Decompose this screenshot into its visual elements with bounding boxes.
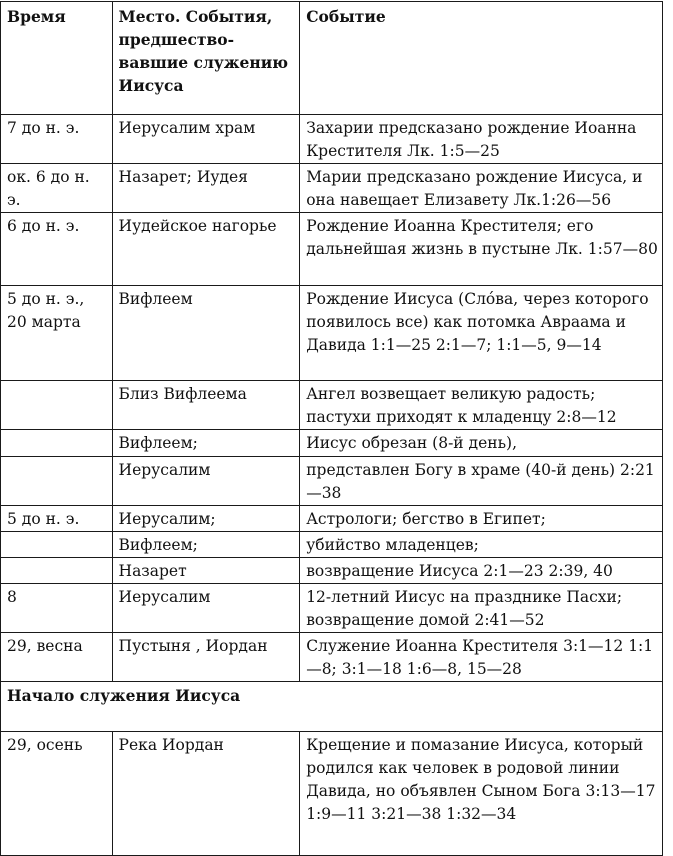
header-time: Время (1, 2, 113, 115)
event-cell: Рождение Иоанна Крестителя; его дальнейшая жизнь в пустыне Лк. 1:57—80 (300, 213, 663, 286)
place-cell: Река Иордан (112, 732, 300, 856)
table-row (1, 633, 663, 682)
time-cell: 29, весна (1, 633, 113, 682)
event-cell: Рождение Иисуса (Сло́ва, через которого появилось все) как потомка Авраама и Давида 1:1—25 2:1—7; 1:1—5, 9—14 (300, 286, 663, 381)
event-cell: Астрологи; бегство в Египет; (300, 506, 663, 532)
place-cell: Пустыня , Иордан (112, 633, 300, 682)
table-row (1, 286, 663, 381)
place-cell: Вифлеем (112, 286, 300, 381)
place-cell: Иерусалим (112, 584, 300, 633)
time-cell (1, 532, 113, 558)
header-row (1, 2, 663, 115)
place-cell: Иерусалим (112, 457, 300, 506)
table-row (1, 532, 663, 558)
chronology-table (0, 1, 663, 856)
event-cell: Служение Иоанна Крестителя 3:1—12 1:1—8; 3:1—18 1:6—8, 15—28 (300, 633, 663, 682)
event-cell: Крещение и помазание Иисуса, который родился как человек в родовой линии Давида, но объявлен Сыном Бога 3:13—17 1:9—11 3:21—38 1:32—34 (300, 732, 663, 856)
table-row (1, 558, 663, 584)
time-cell: ок. 6 до н. э. (1, 164, 113, 213)
event-cell: Иисус обрезан (8-й день), (300, 430, 663, 457)
event-cell: возвращение Иисуса 2:1—23 2:39, 40 (300, 558, 663, 584)
time-cell: 7 до н. э. (1, 115, 113, 164)
time-cell: 6 до н. э. (1, 213, 113, 286)
time-cell (1, 381, 113, 430)
section-title: Начало служения Иисуса (1, 682, 663, 732)
event-cell: представлен Богу в храме (40-й день) 2:21—38 (300, 457, 663, 506)
time-cell (1, 430, 113, 457)
time-cell: 29, осень (1, 732, 113, 856)
table-row (1, 732, 663, 856)
event-cell: Марии предсказано рождение Иисуса, и она навещает Елизавету Лк.1:26—56 (300, 164, 663, 213)
time-cell: 5 до н. э. (1, 506, 113, 532)
time-cell: 8 (1, 584, 113, 633)
header-event: Событие (300, 2, 663, 115)
place-cell: Иерусалим; (112, 506, 300, 532)
table-row (1, 506, 663, 532)
table-row (1, 457, 663, 506)
event-cell: Ангел возвещает великую радость; пастухи приходят к младенцу 2:8—12 (300, 381, 663, 430)
table-row (1, 584, 663, 633)
time-cell (1, 457, 113, 506)
event-cell: убийство младенцев; (300, 532, 663, 558)
time-cell: 5 до н. э., 20 марта (1, 286, 113, 381)
table-row (1, 430, 663, 457)
time-cell (1, 558, 113, 584)
place-cell: Близ Вифлеема (112, 381, 300, 430)
table-row (1, 381, 663, 430)
section-row (1, 682, 663, 732)
table-row (1, 164, 663, 213)
table-row (1, 115, 663, 164)
place-cell: Назарет; Иудея (112, 164, 300, 213)
place-cell: Иудейское нагорье (112, 213, 300, 286)
place-cell: Вифлеем; (112, 532, 300, 558)
table-row (1, 213, 663, 286)
event-cell: 12-летний Иисус на празднике Пасхи; возвращение домой 2:41—52 (300, 584, 663, 633)
place-cell: Вифлеем; (112, 430, 300, 457)
header-place: Место. События, предшествовавшие служению Иисуса (112, 2, 300, 115)
place-cell: Назарет (112, 558, 300, 584)
event-cell: Захарии предсказано рождение Иоанна Крестителя Лк. 1:5—25 (300, 115, 663, 164)
place-cell: Иерусалим храм (112, 115, 300, 164)
